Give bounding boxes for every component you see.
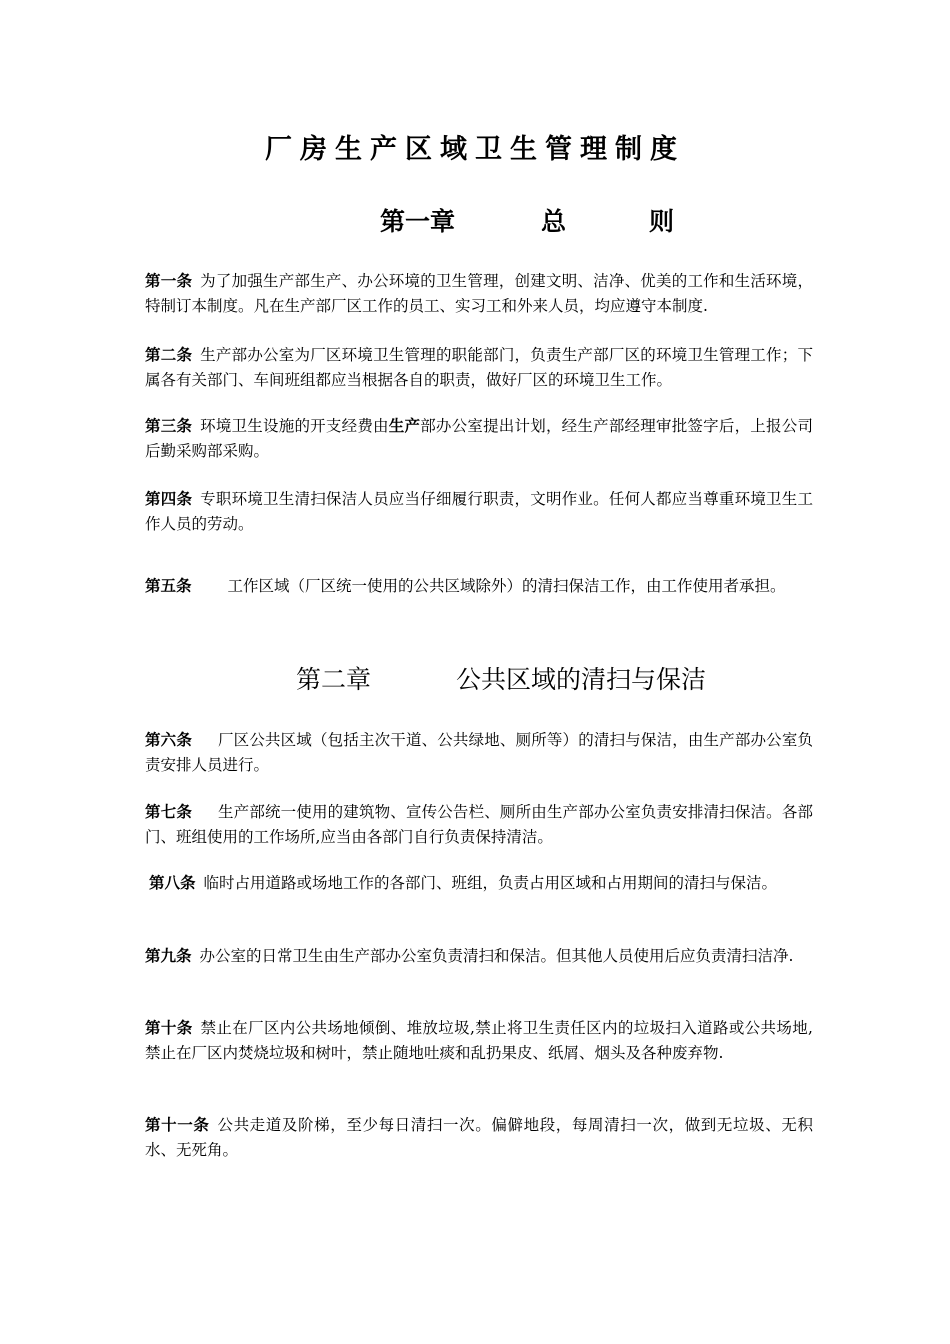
- article-text: 工作区域（厂区统一使用的公共区域除外）的清扫保洁工作，由工作使用者承担。: [227, 577, 786, 595]
- article-label: 第七条: [145, 802, 192, 821]
- article-7: [145, 799, 813, 850]
- chapter-2-title: 公共区域的清扫与保洁: [456, 665, 707, 694]
- article-text: 专职环境卫生清扫保洁人员应当仔细履行职责，文明作业。任何人都应当尊重环境卫生工作人员的劳动。: [145, 490, 813, 533]
- article-label: 第八条: [149, 873, 196, 892]
- article-text-before: 环境卫生设施的开支经费由: [200, 417, 389, 435]
- article-label: 第四条: [145, 489, 193, 508]
- article-text: 临时占用道路或场地工作的各部门、班组，负责占用区域和占用期间的清扫与保洁。: [203, 874, 778, 892]
- article-label: 第九条: [145, 946, 192, 965]
- chapter-1-title-part1: 总: [541, 207, 567, 236]
- article-text: 生产部办公室为厂区环境卫生管理的职能部门，负责生产部厂区的环境卫生管理工作；下属各有关部门、车间班组都应当根据各自的职责，做好厂区的环境卫生工作。: [145, 346, 813, 389]
- article-9: [145, 943, 813, 969]
- article-label: 第一条: [145, 271, 193, 290]
- article-text: 公共走道及阶梯，至少每日清扫一次。偏僻地段，每周清扫一次，做到无垃圾、无积水、无死角。: [145, 1116, 813, 1159]
- article-text: 办公室的日常卫生由生产部办公室负责清扫和保洁。但其他人员使用后应负责清扫洁净.: [199, 947, 794, 965]
- article-text-after: 部办公室提出计划，经生产部经理审批签字后，上报公司后勤采购部采购。: [145, 417, 813, 460]
- article-text: 为了加强生产部生产、办公环境的卫生管理，创建文明、洁净、优美的工作和生活环境，特制订本制度。凡在生产部厂区工作的员工、实习工和外来人员，均应遵守本制度.: [145, 272, 813, 315]
- chapter-2-number: 第二章: [296, 665, 372, 694]
- article-5: [145, 569, 813, 603]
- chapter-1-number: 第一章: [380, 207, 456, 236]
- article-6: [145, 727, 813, 778]
- article-text: 禁止在厂区内公共场地倾倒、堆放垃圾,禁止将卫生责任区内的垃圾扫入道路或公共场地,禁止在厂区内焚烧垃圾和树叶，禁止随地吐痰和乱扔果皮、纸屑、烟头及各种废弃物.: [145, 1019, 813, 1062]
- article-label: 第五条: [145, 576, 192, 595]
- article-label: 第二条: [145, 345, 193, 364]
- article-2: [145, 342, 813, 393]
- article-label: 第十一条: [145, 1115, 210, 1134]
- article-8: [145, 870, 813, 896]
- article-text: 生产部统一使用的建筑物、宣传公告栏、厕所由生产部办公室负责安排清扫保洁。各部门、班组使用的工作场所,应当由各部门自行负责保持清洁。: [145, 803, 813, 846]
- article-10: [145, 1015, 813, 1066]
- article-label: 第三条: [145, 416, 193, 435]
- article-label: 第六条: [145, 730, 192, 749]
- article-1: [145, 268, 813, 319]
- article-11: [145, 1112, 813, 1163]
- document-title: 厂房生产区域卫生管理制度: [265, 134, 685, 165]
- article-4: [145, 486, 813, 537]
- article-label: 第十条: [145, 1018, 193, 1037]
- article-3: [145, 413, 813, 464]
- chapter-1-title-part2: 则: [649, 207, 675, 236]
- article-text-bold: 生产: [388, 416, 421, 435]
- article-text: 厂区公共区域（包括主次干道、公共绿地、厕所等）的清扫与保洁，由生产部办公室负责安排人员进行。: [145, 731, 813, 774]
